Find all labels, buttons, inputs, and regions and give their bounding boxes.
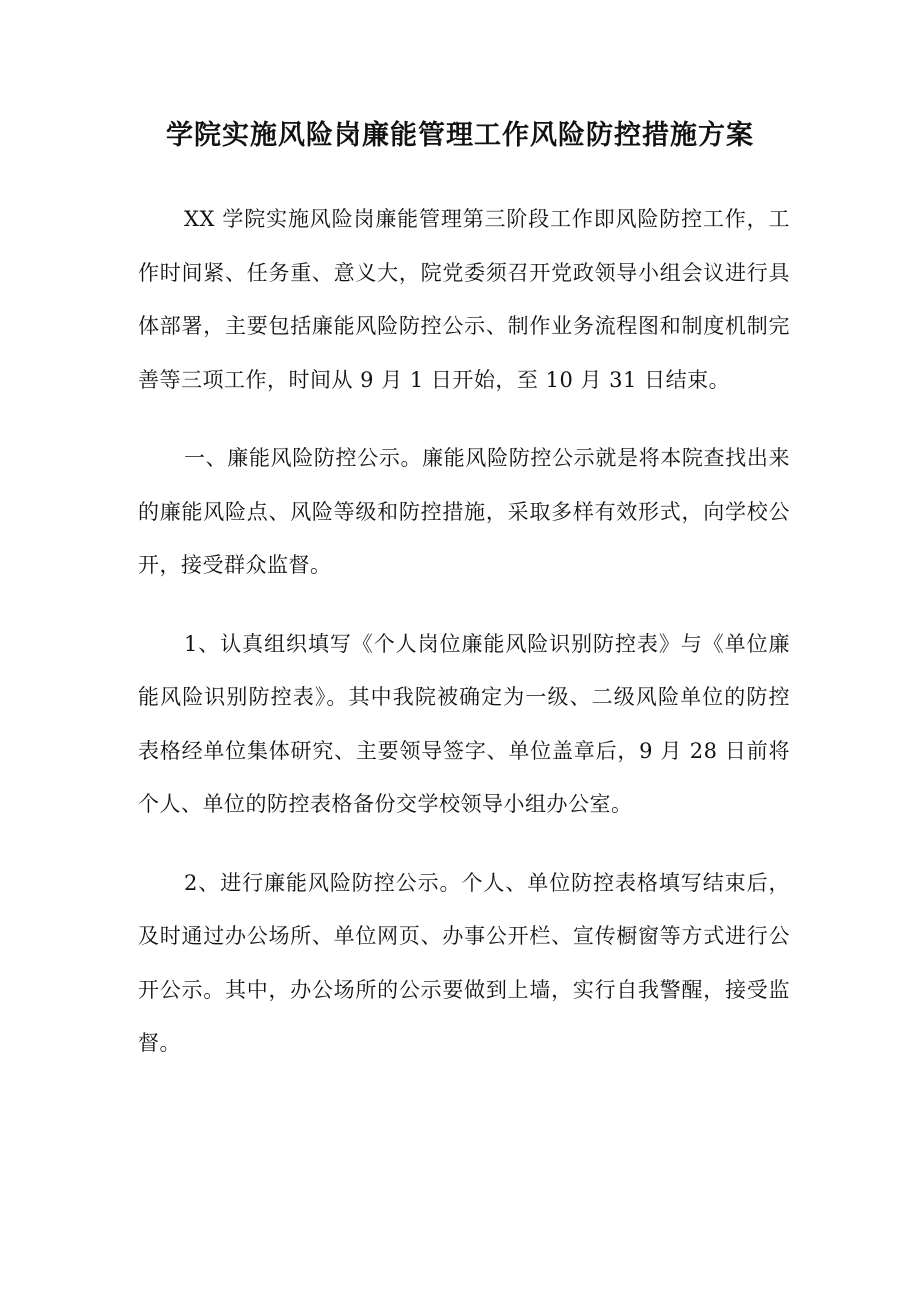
document-title: 学院实施风险岗廉能管理工作风险防控措施方案: [166, 120, 754, 151]
paragraph-intro: XX 学院实施风险岗廉能管理第三阶段工作即风险防控工作，工作时间紧、任务重、意义大，院党委须召开党政领导小组会议进行具体部署，主要包括廉能风险防控公示、制作业务流程图和制度机制完善等三项工作，时间从 9 月 1 日开始，至 10 月 31 日结束。: [138, 207, 790, 392]
document-body: [138, 193, 790, 1096]
paragraph-item-one: 1、认真组织填写《个人岗位廉能风险识别防控表》与《单位廉能风险识别防控表》。其中我院被确定为一级、二级风险单位的防控表格经单位集体研究、主要领导签字、单位盖章后，9 月 28 日前将个人、单位的防控表格备份交学校领导小组办公室。: [138, 631, 790, 816]
paragraph-section-one: 一、廉能风险防控公示。廉能风险防控公示就是将本院查找出来的廉能风险点、风险等级和防控措施，采取多样有效形式，向学校公开，接受群众监督。: [138, 446, 790, 577]
paragraph-item-two: 2、进行廉能风险防控公示。个人、单位防控表格填写结束后，及时通过办公场所、单位网页、办事公开栏、宣传橱窗等方式进行公开公示。其中，办公场所的公示要做到上墙，实行自我警醒，接受监督。: [138, 870, 790, 1055]
